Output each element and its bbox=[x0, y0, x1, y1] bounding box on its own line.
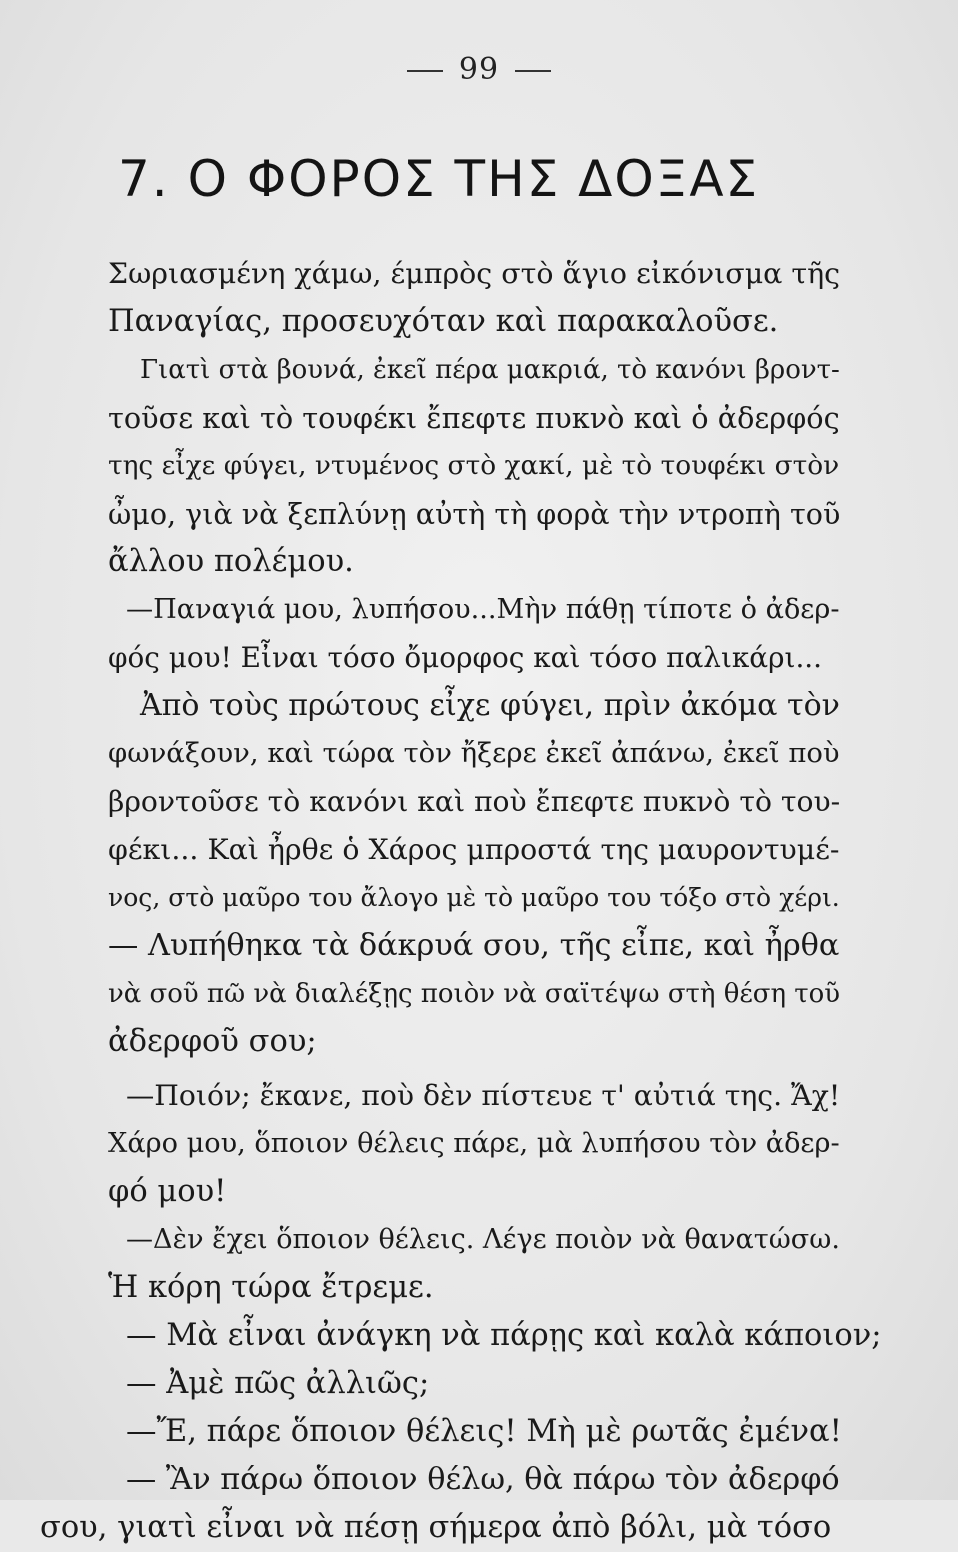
text-line: Ἡ κόρη τώρα ἔτρεμε. bbox=[108, 1270, 434, 1305]
text-line: —Ἔ, πάρε ὅποιον θέλεις! Μὴ μὲ ρωτᾶς ἐμένα! bbox=[126, 1414, 842, 1449]
text-line: ἀδερφοῦ σου; bbox=[108, 1024, 317, 1059]
text-line: σου, γιατὶ εἶναι νὰ πέσῃ σήμερα ἀπὸ βόλι, μὰ τόσο bbox=[40, 1510, 832, 1545]
text-line: Παναγίας, προσευχόταν καὶ παρακαλοῦσε. bbox=[108, 304, 779, 339]
text-line: Ἀπὸ τοὺς πρώτους εἶχε φύγει, πρὶν ἀκόμα τὸν bbox=[140, 688, 840, 723]
text-line: — Ἀμὲ πῶς ἀλλιῶς; bbox=[126, 1366, 430, 1401]
text-line: τοῦσε καὶ τὸ τουφέκι ἔπεφτε πυκνὸ καὶ ὁ ἀδερφός bbox=[108, 401, 840, 435]
text-line: ὦμο, γιὰ νὰ ξεπλύνῃ αὐτὴ τὴ φορὰ τὴν ντροπὴ τοῦ bbox=[108, 497, 841, 531]
text-line: — Ἂν πάρω ὅποιον θέλω, θὰ πάρω τὸν ἀδερφό bbox=[126, 1462, 840, 1497]
text-line: της εἶχε φύγει, ντυμένος στὸ χακί, μὲ τὸ τουφέκι στὸν bbox=[108, 450, 840, 481]
text-line: — Μὰ εἶναι ἀνάγκη νὰ πάρῃς καὶ καλὰ κάποιον; bbox=[126, 1318, 882, 1353]
page-number-value: 99 bbox=[458, 52, 500, 87]
text-line: Σωριασμένη χάμω, έμπρὸς στὸ ἅγιο εἰκόνισμα τῆς bbox=[108, 257, 841, 290]
text-line: —Δὲν ἔχει ὅποιον θέλεις. Λέγε ποιὸν νὰ θανατώσω. bbox=[126, 1224, 840, 1255]
page-number bbox=[0, 52, 958, 87]
text-line: φωνάξουν, καὶ τώρα τὸν ἤξερε ἐκεῖ ἀπάνω, ἐκεῖ ποὺ bbox=[108, 738, 840, 769]
text-line: Γιατὶ στὰ βουνά, ἐκεῖ πέρα μακριά, τὸ κανόνι βροντ- bbox=[140, 355, 840, 385]
text-line: φός μου! Εἶναι τόσο ὄμορφος καὶ τόσο παλικάρι... bbox=[108, 641, 823, 674]
text-line: ἄλλου πολέμου. bbox=[108, 544, 354, 579]
text-line: Χάρο μου, ὅποιον θέλεις πάρε, μὰ λυπήσου τὸν ἀδερ- bbox=[108, 1128, 840, 1159]
text-line: —Ποιόν; ἔκανε, ποὺ δὲν πίστευε τ' αὐτιά της. Ἄχ! bbox=[126, 1079, 841, 1112]
page-number-dash-left bbox=[407, 70, 443, 72]
text-line: —Παναγιά μου, λυπήσου...Μὴν πάθῃ τίποτε ὁ ἀδερ- bbox=[126, 594, 840, 625]
text-line: φό μου! bbox=[108, 1174, 227, 1209]
chapter-title: 7. Ο ΦΟΡΟΣ ΤΗΣ ΔΟΞΑΣ bbox=[118, 150, 760, 208]
text-line: — Λυπήθηκα τὰ δάκρυά σου, τῆς εἶπε, καὶ ἦρθα bbox=[108, 928, 840, 963]
text-line: φέκι... Καὶ ἦρθε ὁ Χάρος μπροστά της μαυροντυμέ- bbox=[108, 833, 840, 866]
page-number-dash-right bbox=[515, 70, 551, 72]
text-line: βροντοῦσε τὸ κανόνι καὶ ποὺ ἔπεφτε πυκνὸ τὸ του- bbox=[108, 785, 841, 818]
text-line: νος, στὸ μαῦρο του ἄλογο μὲ τὸ μαῦρο του τόξο στὸ χέρι. bbox=[108, 883, 840, 912]
text-line: νὰ σοῦ πῶ νὰ διαλέξῃς ποιὸν νὰ σαϊτέψω στὴ θέση τοῦ bbox=[108, 979, 841, 1009]
